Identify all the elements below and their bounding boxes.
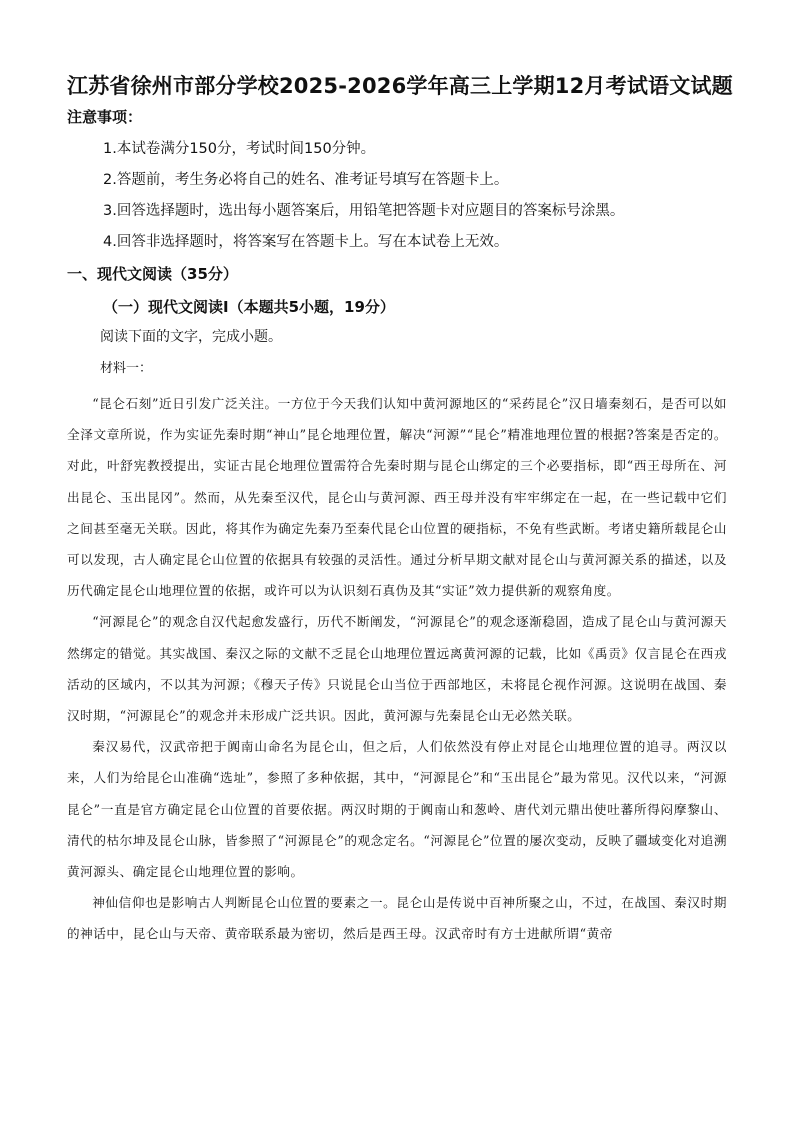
reading-instruction: 阅读下面的文字，完成小题。 (100, 329, 282, 345)
notice-heading: 注意事项： (67, 108, 143, 126)
passage-paragraph: 神仙信仰也是影响古人判断昆仑山位置的要素之一。昆仑山是传说中百神所聚之山，不过，在战国、秦汉时期的神话中，昆仑山与天帝、黄帝联系最为密切，然后是西王母。汉武帝时有方士进献所谓“黄帝 (67, 895, 727, 942)
notice-item: 3.回答选择题时，选出每小题答案后，用铅笔把答题卡对应题目的答案标号涂黑。 (103, 203, 625, 219)
passage-paragraph: “昆仑石刻”近日引发广泛关注。一方位于今天我们认知中黄河源地区的“采药昆仑”汉日墙秦刻石，是否可以如全泽文章所说，作为实证先秦时期“神山”昆仑地理位置，解决“河源”“昆仑”精准地理位置的根据?答案是否定的。对此，叶舒宪教授提出，实证古昆仑地理位置需符合先秦时期与昆仑山绑定的三个必要指标，即“西王母所在、河出昆仑、玉出昆冈”。然而，从先秦至汉代，昆仑山与黄河源、西王母并没有牢牢绑定在一起，在一些记载中它们之间甚至毫无关联。因此，将其作为确定先秦乃至秦代昆仑山位置的硬指标，不免有些武断。考诸史籍所载昆仑山可以发现，古人确定昆仑山位置的依据具有较强的灵活性。通过分析早期文献对昆仑山与黄河源关系的描述，以及历代确定昆仑山地理位置的依据，或许可以为认识刻石真伪及其“实证”效力提供新的观察角度。 (67, 396, 727, 599)
notice-item: 2.答题前，考生务必将自己的姓名、准考证号填写在答题卡上。 (103, 172, 509, 188)
passage-paragraph: 秦汉易代，汉武帝把于阗南山命名为昆仑山，但之后，人们依然没有停止对昆仑山地理位置的追寻。两汉以来，人们为给昆仑山准确“选址”，参照了多种依据，其中，“河源昆仑”和“玉出昆仑”最为常见。汉代以来，“河源昆仑”一直是官方确定昆仑山位置的首要依据。两汉时期的于阗南山和葱岭、唐代刘元鼎出使吐蕃所得闷摩黎山、清代的枯尔坤及昆仑山脉，皆参照了“河源昆仑”的观念定名。“河源昆仑”位置的屡次变动，反映了疆域变化对追溯黄河源头、确定昆仑山地理位置的影响。 (67, 739, 727, 880)
passage-paragraph: “河源昆仑”的观念自汉代起愈发盛行，历代不断阐发，“河源昆仑”的观念逐渐稳固，造成了昆仑山与黄河源天然绑定的错觉。其实战国、秦汉之际的文献不乏昆仑山地理位置远离黄河源的记载，比如《禹贡》仅言昆仑在西戎活动的区域内，不以其为河源；《穆天子传》只说昆仑山当位于西部地区，未将昆仑视作河源。这说明在战国、秦汉时期，“河源昆仑”的观念并未形成广泛共识。因此，黄河源与先秦昆仑山无必然关联。 (67, 614, 727, 724)
passage-body (67, 388, 727, 950)
section-heading: 一、现代文阅读（35分） (67, 265, 238, 283)
material-label: 材料一： (100, 361, 153, 376)
exam-title: 江苏省徐州市部分学校2025-2026学年高三上学期12月考试语文试题 (67, 74, 733, 98)
notice-item: 1.本试卷满分150分，考试时间150分钟。 (103, 141, 376, 157)
sub-section-heading: （一）现代文阅读Ⅰ（本题共5小题，19分） (103, 298, 395, 316)
notice-list (103, 138, 743, 262)
notice-item: 4.回答非选择题时，将答案写在答题卡上。写在本试卷上无效。 (103, 234, 509, 250)
